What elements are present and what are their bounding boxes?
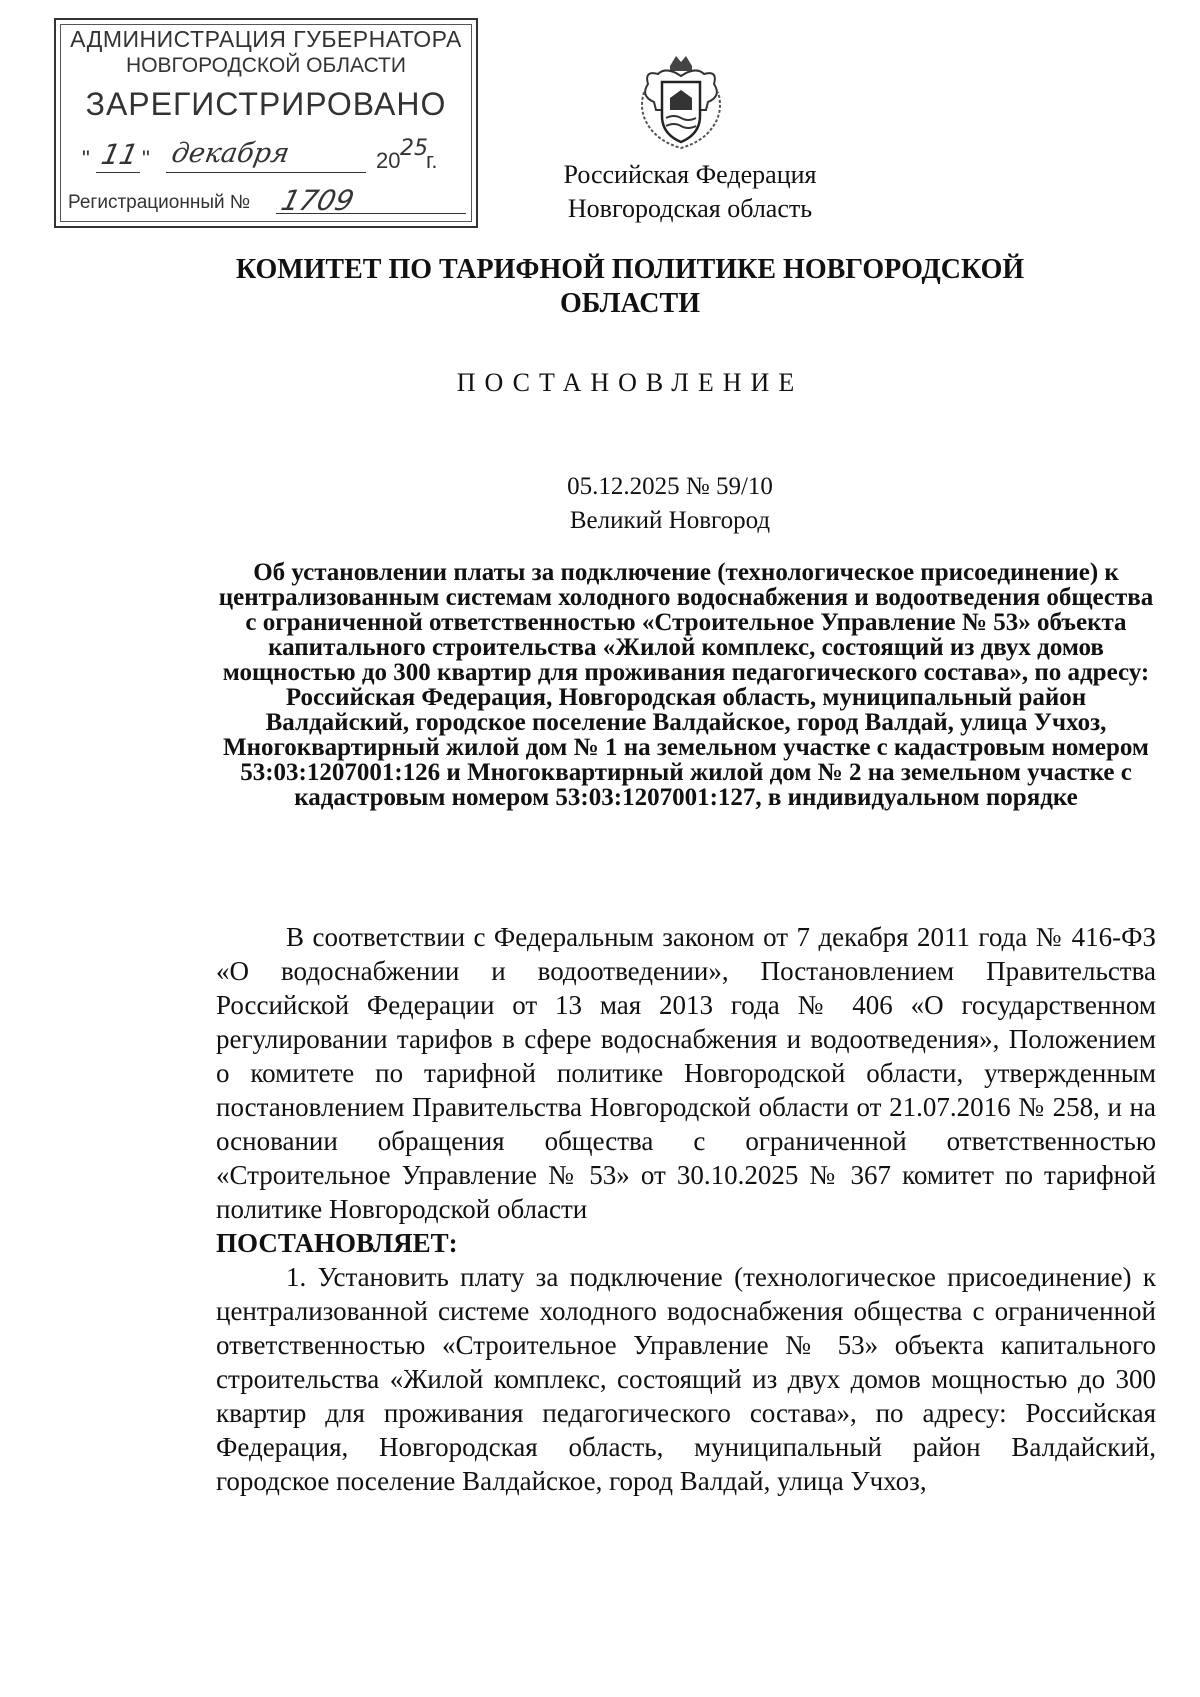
stamp-org-line1: АДМИНИСТРАЦИЯ ГУБЕРНАТОРА: [70, 26, 462, 52]
stamp-date: [82, 138, 462, 178]
country-name: Российская Федерация: [563, 160, 817, 189]
document-body: [216, 920, 1156, 1498]
federation-header: [540, 158, 840, 226]
resolution-title: Об установлении платы за подключение (технологическое присоединение) к централизованным системам холодного водоснабжения и водоотведения общества с ограниченной ответственностью «Строительное Управление № 53» объекта капитального строительства «Жилой комплекс, состоящий из двух домов мощностью до 300 квартир для проживания педагогического состава», по адресу: Российская Федерация, Новгородская область, муниципальный район Валдайский, городское поселение Валдайское, город Валдай, улица Учхоз, Многоквартирный жилой дом № 1 на земельном участке с кадастровым номером 53:03:1207001:126 и Многоквартирный жилой дом № 2 на земельном участке с кадастровым номером 53:03:1207001:127, в индивидуальном порядке: [218, 559, 1154, 811]
day-underline: [96, 172, 140, 173]
stamp-org-line2: НОВГОРОДСКОЙ ОБЛАСТИ: [126, 54, 406, 77]
registration-stamp: [54, 18, 478, 228]
month-underline: [166, 172, 366, 173]
document-date-number: 05.12.2025 № 59/10: [567, 473, 773, 500]
item-1-paragraph: 1. Установить плату за подключение (технологическое присоединение) к централизованной системе холодного водоснабжения общества с ограниченной ответственностью «Строительное Управление № 53» объекта капитального строительства «Жилой комплекс, состоящий из двух домов мощностью до 300 квартир для проживания педагогического состава», по адресу: Российская Федерация, Новгородская область, муниципальный район Валдайский, городское поселение Валдайское, город Валдай, улица Учхоз,: [216, 1262, 1156, 1496]
stamp-day: 11: [98, 138, 142, 171]
quote-open: ": [82, 146, 90, 171]
document-city: Великий Новгород: [569, 507, 771, 534]
stamp-reg-number-row: [68, 184, 468, 217]
document-date-block: [520, 470, 820, 538]
document-type: ПОСТАНОВЛЕНИЕ: [456, 368, 804, 397]
stamp-month: декабря: [169, 138, 292, 169]
preamble-paragraph: В соответствии с Федеральным законом от 7 декабря 2011 года № 416-ФЗ «О водоснабжении и водоотведении», Постановлением Правительства Российской Федерации от 13 мая 2013 года № 406 «О государственном регулировании тарифов в сфере водоснабжения и водоотведения», Положением о комитете по тарифной политике Новгородской области, утвержденным постановлением Правительства Новгородской области от 21.07.2016 № 258, и на основании обращения общества с ограниченной ответственностью «Строительное Управление № 53» от 30.10.2025 № 367 комитет по тарифной политике Новгородской области: [216, 922, 1156, 1224]
stamp-year: 25: [400, 136, 428, 161]
stamp-registered: ЗАРЕГИСТРИРОВАНО: [85, 86, 447, 122]
stamp-year-prefix: 20: [376, 148, 401, 173]
decree-heading: ПОСТАНОВЛЯЕТ:: [216, 1228, 458, 1258]
quote-close: ": [142, 146, 150, 171]
region-name: Новгородская область: [567, 194, 813, 223]
committee-title: КОМИТЕТ ПО ТАРИФНОЙ ПОЛИТИКЕ НОВГОРОДСКОЙ ОБЛАСТИ: [235, 254, 1025, 319]
stamp-year-suffix: г.: [426, 148, 438, 173]
stamp-reg-label: Регистрационный №: [68, 192, 251, 213]
coat-of-arms-icon: [636, 52, 726, 152]
stamp-reg-number: 1709: [277, 184, 358, 217]
